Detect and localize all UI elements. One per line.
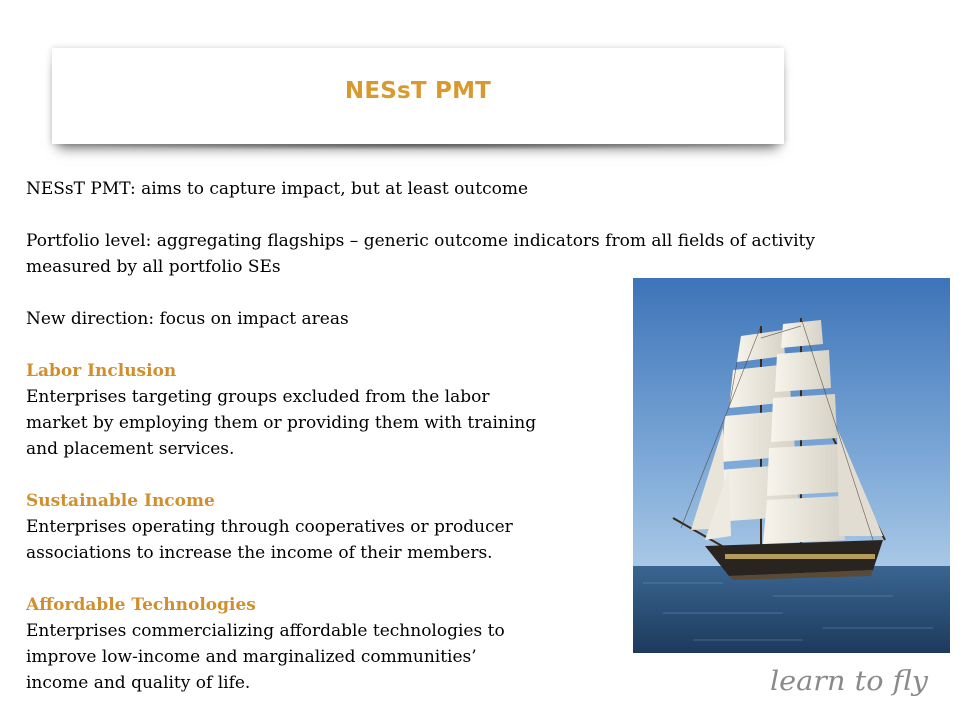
- direction-line: New direction: focus on impact areas: [26, 309, 349, 329]
- tall-ship-photo: [633, 278, 950, 653]
- section-labor-inclusion: [26, 358, 571, 462]
- section-heading: Affordable Technologies: [26, 595, 256, 615]
- intro-line: NESsT PMT: aims to capture impact, but at least outcome: [26, 179, 529, 199]
- learn-to-fly-tagline: [766, 660, 934, 704]
- title-card: [52, 48, 784, 144]
- section-affordable-technologies: [26, 592, 571, 696]
- section-heading: Sustainable Income: [26, 491, 215, 511]
- section-line: Enterprises operating through cooperatives or producer: [26, 517, 513, 537]
- section-line: income and quality of life.: [26, 673, 251, 693]
- section-heading: Labor Inclusion: [26, 361, 177, 381]
- portfolio-line-1: Portfolio level: aggregating flagships – generic outcome indicators from all fields of activity: [26, 231, 815, 251]
- section-line: improve low-income and marginalized communities’: [26, 647, 477, 667]
- portfolio-line-2: measured by all portfolio SEs: [26, 257, 281, 277]
- section-line: Enterprises targeting groups excluded from the labor: [26, 387, 490, 407]
- slide-title: NESsT PMT: [344, 78, 492, 104]
- tagline-text: learn to fly: [770, 666, 929, 697]
- section-line: associations to increase the income of their members.: [26, 543, 493, 563]
- section-line: and placement services.: [26, 439, 235, 459]
- section-sustainable-income: [26, 488, 571, 566]
- section-line: market by employing them or providing them with training: [26, 413, 537, 433]
- section-line: Enterprises commercializing affordable technologies to: [26, 621, 505, 641]
